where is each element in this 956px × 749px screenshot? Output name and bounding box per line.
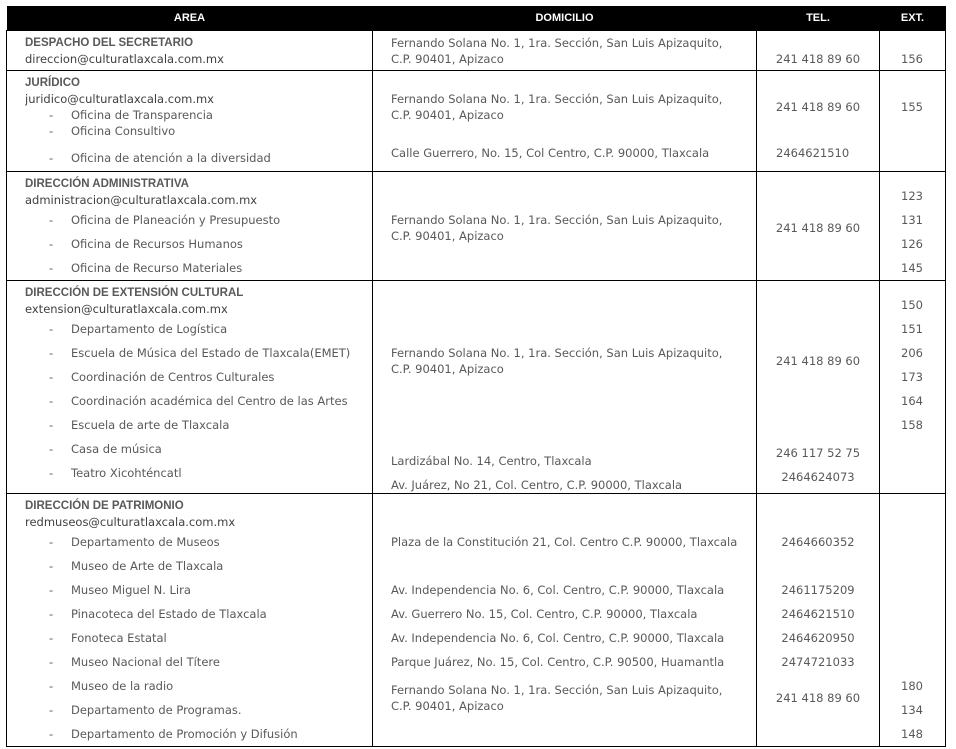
ext-cell <box>880 31 946 71</box>
address-line: C.P. 90401, Apizaco <box>391 699 504 713</box>
list-item: - Oficina Consultivo <box>49 124 176 138</box>
section-despacho <box>7 31 946 71</box>
ext-cell <box>880 71 946 172</box>
titere-address: Parque Juárez, No. 15, Col. Centro, C.P. 90500, Huamantla <box>391 655 725 669</box>
header-tel: TEL. <box>757 6 880 31</box>
section-title: DIRECCIÓN DE EXTENSIÓN CULTURAL <box>25 287 244 299</box>
ext-value: 158 <box>901 418 923 432</box>
list-item: - Oficina de Transparencia <box>49 108 213 122</box>
list-item: - Oficina de Planeación y Presupuesto <box>49 213 281 227</box>
address-line: Fernando Solana No. 1, 1ra. Sección, San Luis Apizaquito, <box>391 213 723 227</box>
ext-value: 134 <box>901 703 923 717</box>
list-item: - Departamento de Museos <box>49 535 220 549</box>
address-cell <box>373 281 757 494</box>
area-cell <box>7 71 373 172</box>
address-line: C.P. 90401, Apizaco <box>391 108 504 122</box>
list-item: - Oficina de Recursos Humanos <box>49 237 243 251</box>
ext-cell <box>880 494 946 747</box>
list-item: - Teatro Xicohténcatl <box>49 466 182 480</box>
header-row <box>7 6 946 31</box>
address-line: Fernando Solana No. 1, 1ra. Sección, San Luis Apizaquito, <box>391 92 723 106</box>
plaza-tel: 2464660352 <box>781 535 855 549</box>
address-line: Fernando Solana No. 1, 1ra. Sección, San Luis Apizaquito, <box>391 683 723 697</box>
teatro-tel: 2464624073 <box>781 470 855 484</box>
section-email: juridico@culturatlaxcala.com.mx <box>25 92 214 106</box>
list-item: - Coordinación de Centros Culturales <box>49 370 275 384</box>
tel-cell <box>757 494 880 747</box>
ext-cell <box>880 172 946 281</box>
titere-tel: 2474721033 <box>781 655 855 669</box>
ext-value: 173 <box>901 370 923 384</box>
fono-tel: 2464620950 <box>781 631 855 645</box>
pina-tel: 2464621510 <box>781 607 855 621</box>
tel-value: 241 418 89 60 <box>775 52 861 66</box>
area-cell <box>7 31 373 71</box>
ext-value: 148 <box>901 727 923 741</box>
tel-cell <box>757 172 880 281</box>
section-juridico <box>7 71 946 172</box>
lira-address: Av. Independencia No. 6, Col. Centro, C.P. 90000, Tlaxcala <box>391 583 725 597</box>
address-line: C.P. 90401, Apizaco <box>391 362 504 376</box>
area-cell <box>7 494 373 747</box>
lira-tel: 2461175209 <box>781 583 855 597</box>
fono-address: Av. Independencia No. 6, Col. Centro, C.P. 90000, Tlaxcala <box>391 631 725 645</box>
list-item: - Museo Nacional del Títere <box>49 655 220 669</box>
diversity-address: Calle Guerrero, No. 15, Col Centro, C.P. 90000, Tlaxcala <box>391 146 710 160</box>
area-cell <box>7 172 373 281</box>
ext-value: 155 <box>901 100 923 114</box>
ext-value: 131 <box>901 213 923 227</box>
address-cell <box>373 494 757 747</box>
section-title: DIRECCIÓN ADMINISTRATIVA <box>25 178 189 190</box>
address-line: C.P. 90401, Apizaco <box>391 229 504 243</box>
tel-cell <box>757 31 880 71</box>
list-item: - Oficina de atención a la diversidad <box>49 151 271 165</box>
list-item: - Escuela de arte de Tlaxcala <box>49 418 230 432</box>
address-cell <box>373 31 757 71</box>
list-item: - Escuela de Música del Estado de Tlaxcala(EMET) <box>49 346 351 360</box>
ext-value: 180 <box>901 679 923 693</box>
directory-table <box>6 6 946 747</box>
list-item: - Pinacoteca del Estado de Tlaxcala <box>49 607 267 621</box>
address-line: C.P. 90401, Apizaco <box>391 52 504 66</box>
list-item: - Departamento de Promoción y Difusión <box>49 727 298 741</box>
ext-value: 151 <box>901 322 923 336</box>
casa-tel: 246 117 52 75 <box>775 446 861 460</box>
diversity-tel: 2464621510 <box>776 146 850 160</box>
tel-value: 241 418 89 60 <box>775 100 861 114</box>
section-email: redmuseos@culturatlaxcala.com.mx <box>25 515 236 529</box>
ext-cell <box>880 281 946 494</box>
address-cell <box>373 172 757 281</box>
section-patrimonio <box>7 494 946 747</box>
pina-address: Av. Guerrero No. 15, Col. Centro, C.P. 90000, Tlaxcala <box>391 607 698 621</box>
address-line: Fernando Solana No. 1, 1ra. Sección, San Luis Apizaquito, <box>391 346 723 360</box>
address-line: Fernando Solana No. 1, 1ra. Sección, San Luis Apizaquito, <box>391 36 723 50</box>
section-email: administracion@culturatlaxcala.com.mx <box>25 193 258 207</box>
list-item: - Museo de la radio <box>49 679 174 693</box>
header-ext: EXT. <box>880 6 946 31</box>
teatro-address: Av. Juárez, No 21, Col. Centro, C.P. 90000, Tlaxcala <box>391 478 683 492</box>
list-item: - Coordinación académica del Centro de las Artes <box>49 394 348 408</box>
tel-value: 241 418 89 60 <box>775 691 861 705</box>
list-item: - Oficina de Recurso Materiales <box>49 261 243 275</box>
tel-value: 241 418 89 60 <box>775 221 861 235</box>
ext-value: 123 <box>901 189 923 203</box>
ext-value: 164 <box>901 394 923 408</box>
plaza-address: Plaza de la Constitución 21, Col. Centro C.P. 90000, Tlaxcala <box>391 535 738 549</box>
tel-value: 241 418 89 60 <box>775 354 861 368</box>
ext-value: 150 <box>901 298 923 312</box>
list-item: - Museo Miguel N. Lira <box>49 583 191 597</box>
list-item: - Museo de Arte de Tlaxcala <box>49 559 224 573</box>
section-extension <box>7 281 946 494</box>
list-item: - Departamento de Logística <box>49 322 228 336</box>
casa-address: Lardizábal No. 14, Centro, Tlaxcala <box>391 454 592 468</box>
section-email: extension@culturatlaxcala.com.mx <box>25 302 228 316</box>
section-title: DESPACHO DEL SECRETARIO <box>25 37 194 49</box>
list-item: - Departamento de Programas. <box>49 703 242 717</box>
section-administrativa <box>7 172 946 281</box>
tel-cell <box>757 71 880 172</box>
tel-cell <box>757 281 880 494</box>
list-item: - Fonoteca Estatal <box>49 631 167 645</box>
header-domicilio: DOMICILIO <box>373 6 757 31</box>
section-title: JURÍDICO <box>25 77 80 89</box>
address-cell <box>373 71 757 172</box>
list-item: - Casa de música <box>49 442 162 456</box>
ext-value: 145 <box>901 261 923 275</box>
ext-value: 206 <box>901 346 923 360</box>
section-title: DIRECCIÓN DE PATRIMONIO <box>25 500 184 512</box>
header-area: AREA <box>7 6 373 31</box>
section-email: direccion@culturatlaxcala.com.mx <box>25 52 224 66</box>
ext-value: 126 <box>901 237 923 251</box>
area-cell <box>7 281 373 494</box>
ext-value: 156 <box>901 52 923 66</box>
